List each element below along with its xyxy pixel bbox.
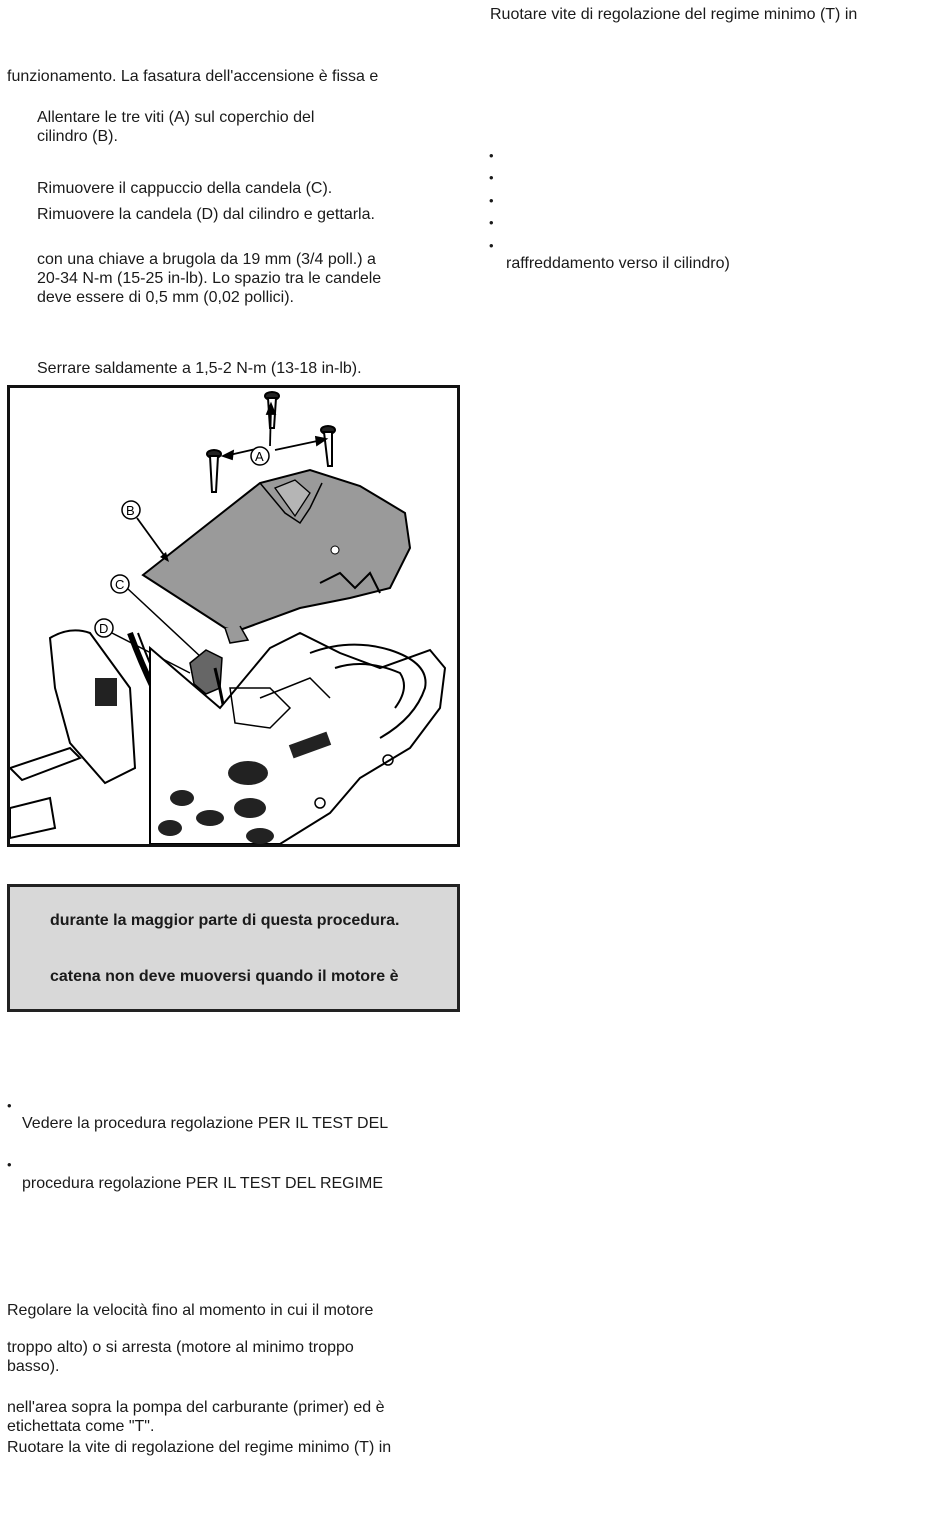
chainsaw-body bbox=[10, 630, 445, 844]
bullet-dot: • bbox=[489, 170, 494, 185]
warning-line-2: catena non deve muoversi quando il motore è bbox=[50, 968, 399, 985]
bullet-dot: • bbox=[489, 238, 494, 253]
intro-line: funzionamento. La fasatura dell'accensione è fissa e bbox=[7, 68, 379, 85]
step-remove-plug: Rimuovere la candela (D) dal cilindro e gettarla. bbox=[37, 206, 375, 223]
warning-box bbox=[7, 884, 460, 1012]
step-install-plug: con una chiave a brugola da 19 mm (3/4 poll.) a bbox=[37, 251, 376, 268]
cylinder-cover bbox=[143, 470, 410, 630]
para-screw-location-cont: etichettata come "T". bbox=[7, 1418, 155, 1435]
label-d: D bbox=[99, 621, 109, 636]
para-idle-high-low-cont: basso). bbox=[7, 1358, 60, 1375]
para-rotate-screw: Ruotare la vite di regolazione del regime minimo (T) in bbox=[7, 1439, 392, 1456]
step-tighten: Serrare saldamente a 1,5-2 N-m (13-18 in-lb). bbox=[37, 360, 362, 377]
label-a: A bbox=[255, 449, 264, 464]
bullet-dot: • bbox=[489, 193, 494, 208]
warning-line-1: durante la maggior parte di questa procedura. bbox=[50, 912, 400, 929]
right-top-line: Ruotare vite di regolazione del regime minimo (T) in bbox=[490, 6, 858, 23]
step-install-plug-cont: 20-34 N-m (15-25 in-lb). Lo spazio tra le candele bbox=[37, 270, 382, 287]
para-screw-location: nell'area sopra la pompa del carburante (primer) ed è bbox=[7, 1399, 385, 1416]
step-loosen-screws-cont: cilindro (B). bbox=[37, 128, 118, 145]
bullet-dot: • bbox=[489, 148, 494, 163]
illustration-svg bbox=[10, 388, 457, 844]
chainsaw-cylinder-cover-illustration bbox=[7, 385, 460, 847]
para-adjust-speed: Regolare la velocità fino al momento in cui il motore bbox=[7, 1302, 374, 1319]
bullet-continuation: raffreddamento verso il cilindro) bbox=[506, 255, 730, 272]
bullet-text-1: Vedere la procedura regolazione PER IL TEST DEL bbox=[22, 1115, 389, 1132]
step-loosen-screws: Allentare le tre viti (A) sul coperchio del bbox=[37, 109, 315, 126]
bullet-dot: • bbox=[7, 1157, 12, 1172]
step-install-plug-gap: deve essere di 0,5 mm (0,02 pollici). bbox=[37, 289, 294, 306]
label-b: B bbox=[126, 503, 135, 518]
step-remove-cap: Rimuovere il cappuccio della candela (C). bbox=[37, 180, 333, 197]
bullet-dot: • bbox=[489, 215, 494, 230]
para-idle-high-low: troppo alto) o si arresta (motore al minimo troppo bbox=[7, 1339, 354, 1356]
bullet-text-2: procedura regolazione PER IL TEST DEL REGIME bbox=[22, 1175, 384, 1192]
label-c: C bbox=[115, 577, 125, 592]
screw-icon bbox=[321, 426, 335, 466]
bullet-dot: • bbox=[7, 1098, 12, 1113]
screw-icon bbox=[207, 450, 221, 492]
